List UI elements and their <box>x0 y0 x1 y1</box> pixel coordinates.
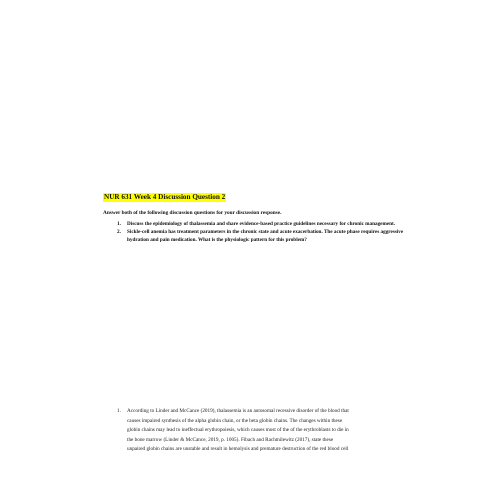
document-title: NUR 631 Week 4 Discussion Question 2 <box>104 193 226 201</box>
answer-line: unpaired globin chains are unstable and result in hemolysis and premature destruction of the red blood cell <box>127 446 349 453</box>
question-list <box>117 221 407 245</box>
question-item <box>117 221 407 229</box>
answer-line: the bone marrow (Linder & McCance, 2019, p. 1005). Fibach and Rachmilewitz (2017), state these <box>127 436 334 443</box>
answer-number: 1. <box>117 408 121 414</box>
instruction-text: Answer both of the following discussion questions for your discussion response. <box>103 210 282 216</box>
answer-paragraph <box>117 407 407 455</box>
question-number: 1. <box>117 221 121 227</box>
question-text: Sickle-cell anemia has treatment parameters in the chronic state and acute exacerbation. The acute phase requires aggressive hydration and pain medication. What is the physiologic pattern for this problem? <box>127 229 404 243</box>
question-item <box>117 229 407 244</box>
answer-line: According to Linder and McCance (2019), thalassemia is an autosomal recessive disorder of the blood that <box>127 408 349 414</box>
answer-line: globin chains may lead to ineffectual erythropoiesis, which causes most of the of the erythroblasts to die in <box>127 427 349 434</box>
question-number: 2. <box>117 229 121 236</box>
answer-text <box>127 407 407 455</box>
answer-line: causes impaired synthesis of the alpha globin chain, or the beta globin chains. The changes within these <box>127 417 343 424</box>
question-text: Discuss the epidemiology of thalassemia and share evidence-based practice guidelines necessary for chronic management. <box>127 221 396 227</box>
